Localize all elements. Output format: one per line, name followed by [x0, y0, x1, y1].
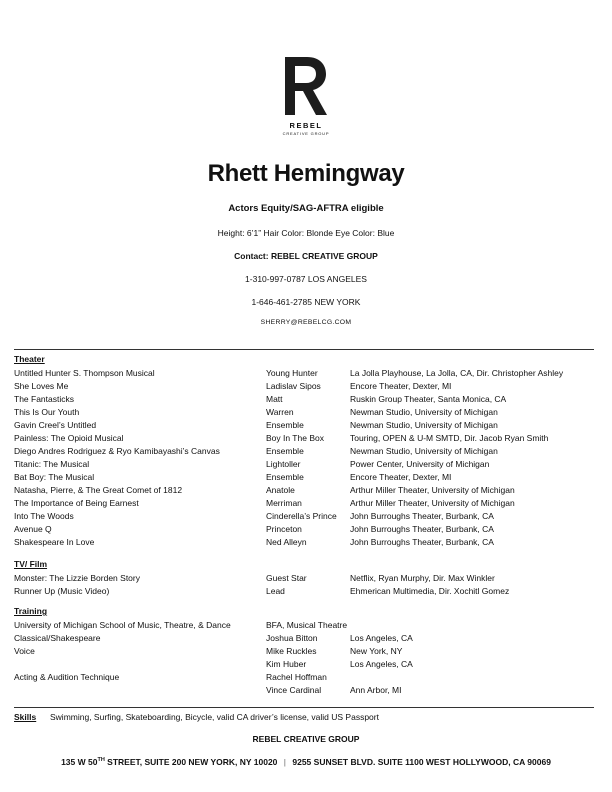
- credit-title: Into The Woods: [14, 511, 74, 521]
- tv-film-row: [14, 572, 594, 585]
- actor-name: Rhett Hemingway: [207, 160, 405, 187]
- credit-venue: New York, NY: [350, 646, 403, 656]
- theater-row: [14, 432, 594, 445]
- training-row: [14, 671, 594, 684]
- tv-film-row: [14, 585, 594, 598]
- credit-title: Natasha, Pierre, & The Great Comet of 1812: [14, 485, 183, 495]
- credit-title: Bat Boy: The Musical: [14, 472, 95, 482]
- tv-film-heading: TV/ Film: [14, 559, 48, 569]
- theater-heading: Theater: [14, 354, 45, 364]
- skills-label: Skills: [14, 712, 37, 722]
- credit-role: Boy In The Box: [266, 433, 324, 443]
- training-row: [14, 619, 594, 632]
- credit-role: Merriman: [266, 498, 302, 508]
- credit-venue: La Jolla Playhouse, La Jolla, CA, Dir. Christopher Ashley: [350, 368, 564, 378]
- credit-role: Joshua Bitton: [266, 633, 318, 643]
- credit-role: Guest Star: [266, 573, 307, 583]
- address-separator: |: [283, 757, 286, 767]
- credit-role: Mike Ruckles: [266, 646, 317, 656]
- theater-row: [14, 484, 594, 497]
- credit-role: Cinderella’s Prince: [266, 511, 337, 521]
- union-status: Actors Equity/SAG-AFTRA eligible: [228, 203, 384, 214]
- credit-venue: Newman Studio, University of Michigan: [350, 407, 498, 417]
- training-row: [14, 645, 594, 658]
- credit-role: Ensemble: [266, 420, 304, 430]
- credit-venue: John Burroughs Theater, Burbank, CA: [350, 524, 494, 534]
- credit-role: Warren: [266, 407, 294, 417]
- physical-stats: Height: 6’1” Hair Color: Blonde Eye Color: Blue: [217, 228, 395, 238]
- credit-venue: Newman Studio, University of Michigan: [350, 446, 498, 456]
- credit-venue: Arthur Miller Theater, University of Michigan: [350, 485, 515, 495]
- credit-venue: Ehmerican Multimedia, Dir. Xochitl Gomez: [350, 586, 510, 596]
- address-ny-sup: TH: [97, 757, 105, 764]
- training-row: [14, 632, 594, 645]
- credit-title: Voice: [14, 646, 35, 656]
- credit-role: Matt: [266, 394, 283, 404]
- credit-title: Avenue Q: [14, 524, 52, 534]
- theater-row: [14, 393, 594, 406]
- r-logo-mark: [283, 55, 329, 117]
- divider-bottom: [14, 707, 594, 708]
- credit-role: Ned Alleyn: [266, 537, 307, 547]
- credit-role: Rachel Hoffman: [266, 672, 327, 682]
- address-la: 9255 SUNSET BLVD. SUITE 1100 WEST HOLLYWOOD, CA 90069: [292, 757, 551, 767]
- address-ny-post: STREET, SUITE 200 NEW YORK, NY 10020: [104, 757, 278, 767]
- logo-subtitle: CREATIVE GROUP: [282, 131, 330, 136]
- credit-role: Ensemble: [266, 446, 304, 456]
- training-row: [14, 684, 594, 697]
- credit-venue: Los Angeles, CA: [350, 659, 413, 669]
- footer-addresses: [0, 757, 612, 767]
- credit-title: Acting & Audition Technique: [14, 672, 120, 682]
- credit-role: Anatole: [266, 485, 295, 495]
- credit-venue: Ann Arbor, MI: [350, 685, 402, 695]
- theater-row: [14, 471, 594, 484]
- credit-title: Runner Up (Music Video): [14, 586, 110, 596]
- credit-title: Shakespeare In Love: [14, 537, 95, 547]
- contact-agency: Contact: REBEL CREATIVE GROUP: [234, 251, 378, 261]
- contact-email[interactable]: SHERRY@REBELCG.COM: [260, 319, 352, 326]
- theater-row: [14, 380, 594, 393]
- credit-role: Ladislav Sipos: [266, 381, 321, 391]
- credit-title: The Importance of Being Earnest: [14, 498, 139, 508]
- phone-la: 1-310-997-0787 LOS ANGELES: [245, 274, 367, 284]
- credit-role: Young Hunter: [266, 368, 318, 378]
- theater-row: [14, 497, 594, 510]
- credit-venue: Encore Theater, Dexter, MI: [350, 472, 452, 482]
- theater-row: [14, 523, 594, 536]
- credit-title: This Is Our Youth: [14, 407, 80, 417]
- credit-title: Painless: The Opioid Musical: [14, 433, 124, 443]
- theater-row: [14, 445, 594, 458]
- theater-row: [14, 406, 594, 419]
- theater-row: [14, 419, 594, 432]
- credit-title: Monster: The Lizzie Borden Story: [14, 573, 140, 583]
- phone-ny: 1-646-461-2785 NEW YORK: [251, 297, 361, 307]
- theater-row: [14, 536, 594, 549]
- training-row: [14, 658, 594, 671]
- credit-title: University of Michigan School of Music, Theatre, & Dance: [14, 620, 231, 630]
- footer-company: REBEL CREATIVE GROUP: [252, 734, 360, 744]
- training-heading: Training: [14, 606, 48, 616]
- credit-title: The Fantasticks: [14, 394, 74, 404]
- credit-title: Classical/Shakespeare: [14, 633, 101, 643]
- credit-venue: Arthur Miller Theater, University of Michigan: [350, 498, 515, 508]
- credit-venue: Los Angeles, CA: [350, 633, 413, 643]
- credit-role: Lead: [266, 586, 285, 596]
- credit-role: Ensemble: [266, 472, 304, 482]
- credit-role: Lightoller: [266, 459, 301, 469]
- credit-venue: John Burroughs Theater, Burbank, CA: [350, 511, 494, 521]
- logo-name: REBEL: [289, 121, 323, 130]
- credit-role: BFA, Musical Theatre: [266, 620, 348, 630]
- address-ny-pre: 135 W 50: [61, 757, 98, 767]
- credit-venue: Ruskin Group Theater, Santa Monica, CA: [350, 394, 507, 404]
- credit-venue: Newman Studio, University of Michigan: [350, 420, 498, 430]
- credit-venue: Touring, OPEN & U-M SMTD, Dir. Jacob Ryan Smith: [350, 433, 549, 443]
- credit-title: Untitled Hunter S. Thompson Musical: [14, 368, 155, 378]
- theater-row: [14, 367, 594, 380]
- credit-venue: John Burroughs Theater, Burbank, CA: [350, 537, 494, 547]
- theater-row: [14, 458, 594, 471]
- credit-venue: Netflix, Ryan Murphy, Dir. Max Winkler: [350, 573, 495, 583]
- credit-role: Kim Huber: [266, 659, 307, 669]
- theater-row: [14, 510, 594, 523]
- credit-role: Vince Cardinal: [266, 685, 322, 695]
- credit-venue: Power Center, University of Michigan: [350, 459, 490, 469]
- skills-text: Swimming, Surfing, Skateboarding, Bicycle, valid CA driver’s license, valid US Passport: [50, 712, 379, 722]
- credit-title: She Loves Me: [14, 381, 69, 391]
- divider-top: [14, 349, 594, 350]
- credit-title: Titanic: The Musical: [14, 459, 90, 469]
- credit-title: Gavin Creel’s Untitled: [14, 420, 97, 430]
- credit-venue: Encore Theater, Dexter, MI: [350, 381, 452, 391]
- credit-title: Diego Andres Rodriguez & Ryo Kamibayashi’s Canvas: [14, 446, 220, 456]
- credit-role: Princeton: [266, 524, 302, 534]
